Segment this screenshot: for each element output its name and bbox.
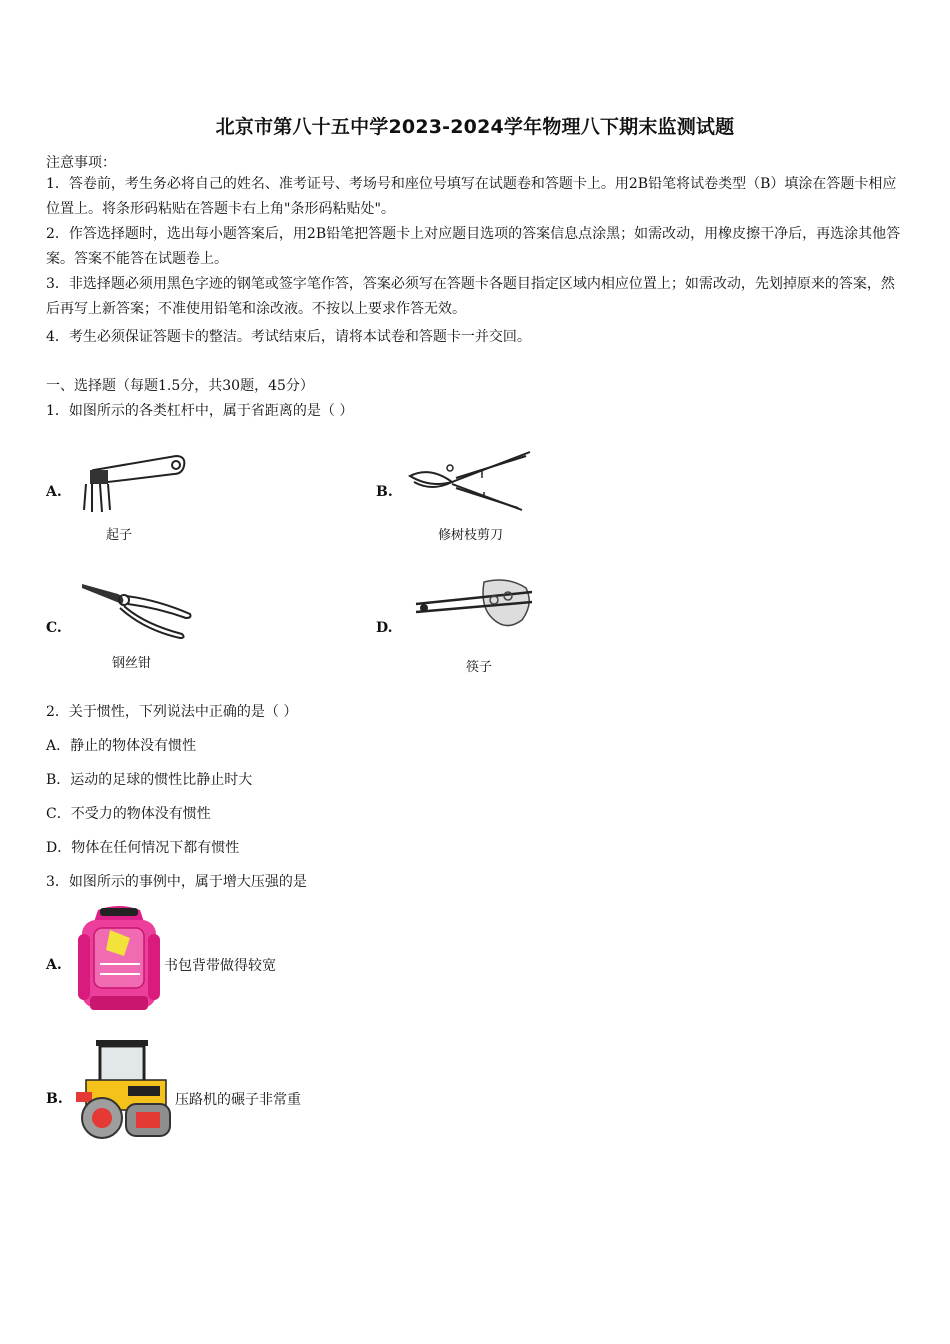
question-2-stem: 2．关于惯性，下列说法中正确的是（ ） bbox=[46, 704, 298, 720]
q1-option-a-caption: 起子 bbox=[106, 528, 133, 543]
q1-option-b-label: B. bbox=[376, 484, 393, 500]
q3-option-a-label: A. bbox=[46, 957, 62, 973]
q1-option-b-caption: 修树枝剪刀 bbox=[438, 528, 504, 543]
q1-option-d-caption: 筷子 bbox=[466, 660, 493, 675]
q1-option-c-label: C. bbox=[46, 620, 62, 636]
wire-pliers-figure bbox=[78, 578, 194, 640]
notice-item-2: 2．作答选择题时，选出每小题答案后，用2B铅笔把答题卡上对应题目选项的答案信息点涂黑；如需改动，用橡皮擦干净后，再选涂其他答案。答案不能答在试题卷上。 bbox=[46, 226, 901, 267]
notice-item-1: 1．答卷前，考生务必将自己的姓名、准考证号、考场号和座位号填写在试题卷和答题卡上。用2B铅笔将试卷类型（B）填涂在答题卡相应位置上。将条形码粘贴在答题卡右上角"条形码粘贴处"。 bbox=[46, 176, 897, 217]
section-heading: 一、选择题（每题1.5分，共30题，45分） bbox=[46, 378, 314, 394]
q1-option-d-label: D. bbox=[376, 620, 393, 636]
backpack-figure bbox=[74, 904, 164, 1016]
chopsticks-figure bbox=[414, 574, 538, 634]
notice-heading: 注意事项： bbox=[46, 155, 116, 171]
q2-option-b: B．运动的足球的惯性比静止时大 bbox=[46, 772, 253, 788]
notice-item-4: 4．考生必须保证答题卡的整洁。考试结束后，请将本试卷和答题卡一并交回。 bbox=[46, 329, 531, 345]
notice-item-3: 3．非选择题必须用黑色字迹的钢笔或签字笔作答，答案必须写在答题卡各题目指定区域内相应位置上；如需改动，先划掉原来的答案，然后再写上新答案；不准使用铅笔和涂改液。不按以上要求作答无效。 bbox=[46, 276, 895, 317]
q3-option-b-text: 压路机的碾子非常重 bbox=[175, 1092, 301, 1108]
q1-option-a-label: A. bbox=[46, 484, 62, 500]
q3-option-a-text: 书包背带做得较宽 bbox=[164, 958, 276, 974]
pruning-shears-figure bbox=[404, 448, 534, 514]
q1-option-c-caption: 钢丝钳 bbox=[112, 656, 152, 671]
question-3-stem: 3．如图所示的事例中，属于增大压强的是 bbox=[46, 874, 307, 890]
page-title: 北京市第八十五中学2023-2024学年物理八下期末监测试题 bbox=[215, 116, 735, 138]
q2-option-a: A．静止的物体没有惯性 bbox=[46, 738, 197, 754]
bottle-opener-figure bbox=[78, 452, 188, 516]
road-roller-figure bbox=[72, 1038, 176, 1142]
question-1-stem: 1．如图所示的各类杠杆中，属于省距离的是（ ） bbox=[46, 403, 354, 419]
q2-option-c: C．不受力的物体没有惯性 bbox=[46, 806, 211, 822]
q2-option-d: D．物体在任何情况下都有惯性 bbox=[46, 840, 240, 856]
q3-option-b-label: B. bbox=[46, 1091, 63, 1107]
